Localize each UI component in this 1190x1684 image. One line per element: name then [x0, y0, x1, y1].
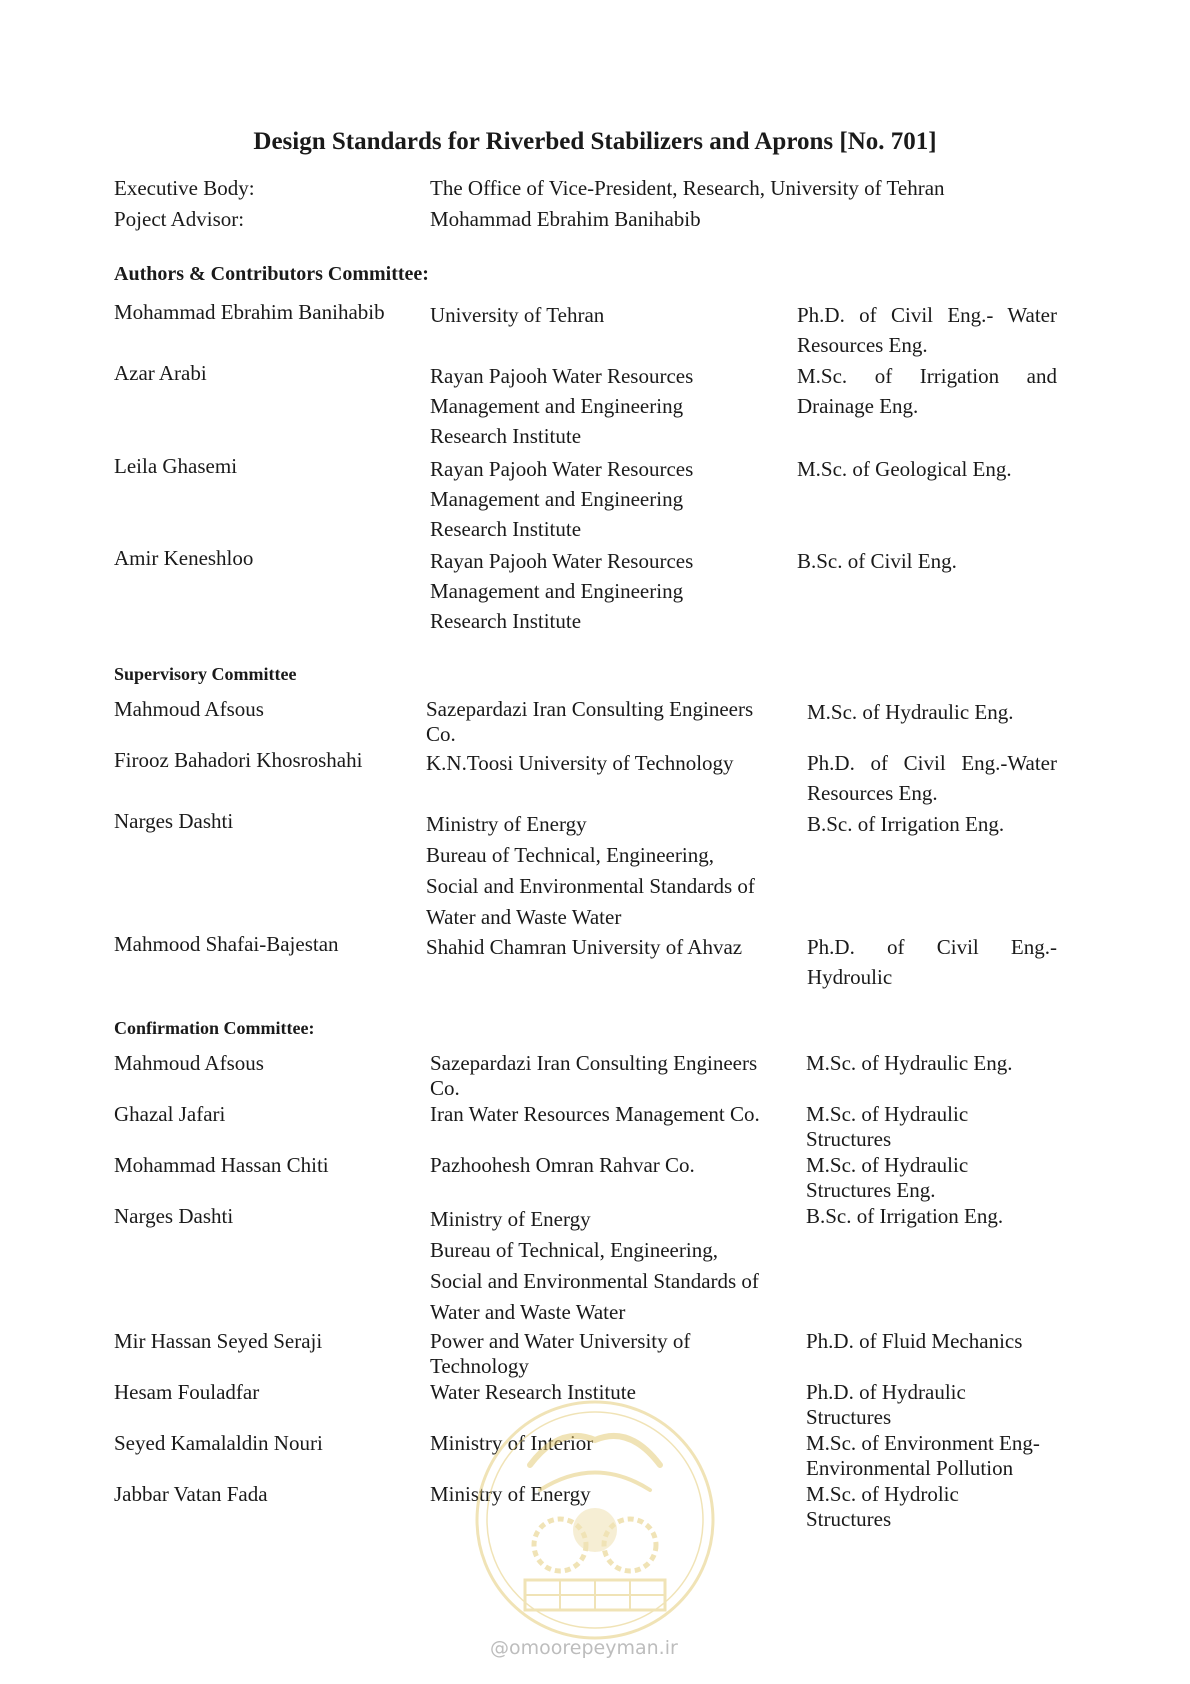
member-name: Narges Dashti	[114, 1204, 234, 1228]
member-degree: Ph.D. of Civil Eng.- Hydroulic	[807, 935, 1057, 989]
watermark-seal-icon	[470, 1395, 720, 1645]
member-organization: K.N.Toosi University of Technology	[426, 751, 734, 775]
member-organization: Shahid Chamran University of Ahvaz	[426, 935, 743, 959]
member-organization: Sazepardazi Iran Consulting Engineers Co.	[426, 697, 754, 746]
member-degree: Ph.D. of Hydraulic Structures	[806, 1380, 966, 1429]
member-name: Mohammad Hassan Chiti	[114, 1153, 329, 1177]
page-title: Design Standards for Riverbed Stabilizers and Aprons [No. 701]	[253, 128, 937, 155]
member-name: Mohammad Ebrahim Banihabib	[114, 300, 385, 324]
member-degree: M.Sc. of Environment Eng- Environmental Pollution	[806, 1431, 1040, 1480]
confirmation-heading: Confirmation Committee:	[114, 1018, 315, 1038]
member-degree: M.Sc. of Hydrolic Structures	[806, 1482, 959, 1531]
member-degree: Ph.D. of Fluid Mechanics	[806, 1329, 1023, 1353]
member-degree: M.Sc. of Geological Eng.	[797, 457, 1012, 481]
member-name: Hesam Fouladfar	[114, 1380, 260, 1404]
authors-heading: Authors & Contributors Committee:	[114, 263, 429, 285]
watermark-site-text: @omoorepeyman.ir	[490, 1637, 678, 1659]
member-name: Mahmoud Afsous	[114, 697, 264, 721]
member-organization: Pazhoohesh Omran Rahvar Co.	[430, 1153, 695, 1177]
member-organization: Rayan Pajooh Water Resources Management and Engineering Research Institute	[430, 457, 694, 541]
member-organization: University of Tehran	[430, 303, 605, 327]
member-name: Mir Hassan Seyed Seraji	[114, 1329, 323, 1353]
member-name: Amir Keneshloo	[114, 546, 254, 570]
member-degree: Ph.D. of Civil Eng.- Water Resources Eng.	[797, 303, 1057, 357]
member-degree: B.Sc. of Civil Eng.	[797, 549, 957, 573]
member-organization: Water Research Institute	[430, 1380, 636, 1404]
member-degree: M.Sc. of Irrigation and Drainage Eng.	[797, 364, 1057, 418]
member-degree: M.Sc. of Hydraulic Structures	[806, 1102, 969, 1151]
member-name: Mahmood Shafai-Bajestan	[114, 932, 339, 956]
member-organization: Ministry of Energy Bureau of Technical, Engineering, Social and Environmental Standards of Water and Waste Water	[426, 812, 755, 929]
member-degree: B.Sc. of Irrigation Eng.	[807, 812, 1005, 836]
member-degree: M.Sc. of Hydraulic Eng.	[807, 700, 1014, 724]
member-organization: Power and Water University of Technology	[430, 1329, 691, 1378]
member-name: Seyed Kamalaldin Nouri	[114, 1431, 323, 1455]
member-name: Firooz Bahadori Khosroshahi	[114, 748, 363, 772]
member-name: Leila Ghasemi	[114, 454, 238, 478]
member-name: Azar Arabi	[114, 361, 207, 385]
executive-body-label: Executive Body:	[114, 176, 255, 200]
member-degree: B.Sc. of Irrigation Eng.	[806, 1204, 1004, 1228]
member-name: Narges Dashti	[114, 809, 234, 833]
project-advisor-value: Mohammad Ebrahim Banihabib	[430, 207, 701, 231]
member-name: Ghazal Jafari	[114, 1102, 226, 1126]
member-name: Jabbar Vatan Fada	[114, 1482, 268, 1506]
executive-body-value: The Office of Vice-President, Research, University of Tehran	[430, 176, 945, 200]
member-organization: Ministry of Energy Bureau of Technical, Engineering, Social and Environmental Standards of Water and Waste Water	[430, 1207, 759, 1324]
member-organization: Ministry of Energy	[430, 1482, 591, 1506]
member-organization: Iran Water Resources Management Co.	[430, 1102, 760, 1126]
member-degree: M.Sc. of Hydraulic Eng.	[806, 1051, 1013, 1075]
member-organization: Rayan Pajooh Water Resources Management and Engineering Research Institute	[430, 364, 694, 448]
member-degree: Ph.D. of Civil Eng.-Water Resources Eng.	[807, 751, 1057, 805]
project-advisor-label: Poject Advisor:	[114, 207, 245, 231]
member-organization: Sazepardazi Iran Consulting Engineers Co.	[430, 1051, 758, 1100]
member-organization: Ministry of Interior	[430, 1431, 594, 1455]
member-name: Mahmoud Afsous	[114, 1051, 264, 1075]
member-organization: Rayan Pajooh Water Resources Management and Engineering Research Institute	[430, 549, 694, 633]
member-degree: M.Sc. of Hydraulic Structures Eng.	[806, 1153, 969, 1202]
supervisory-heading: Supervisory Committee	[114, 664, 297, 684]
